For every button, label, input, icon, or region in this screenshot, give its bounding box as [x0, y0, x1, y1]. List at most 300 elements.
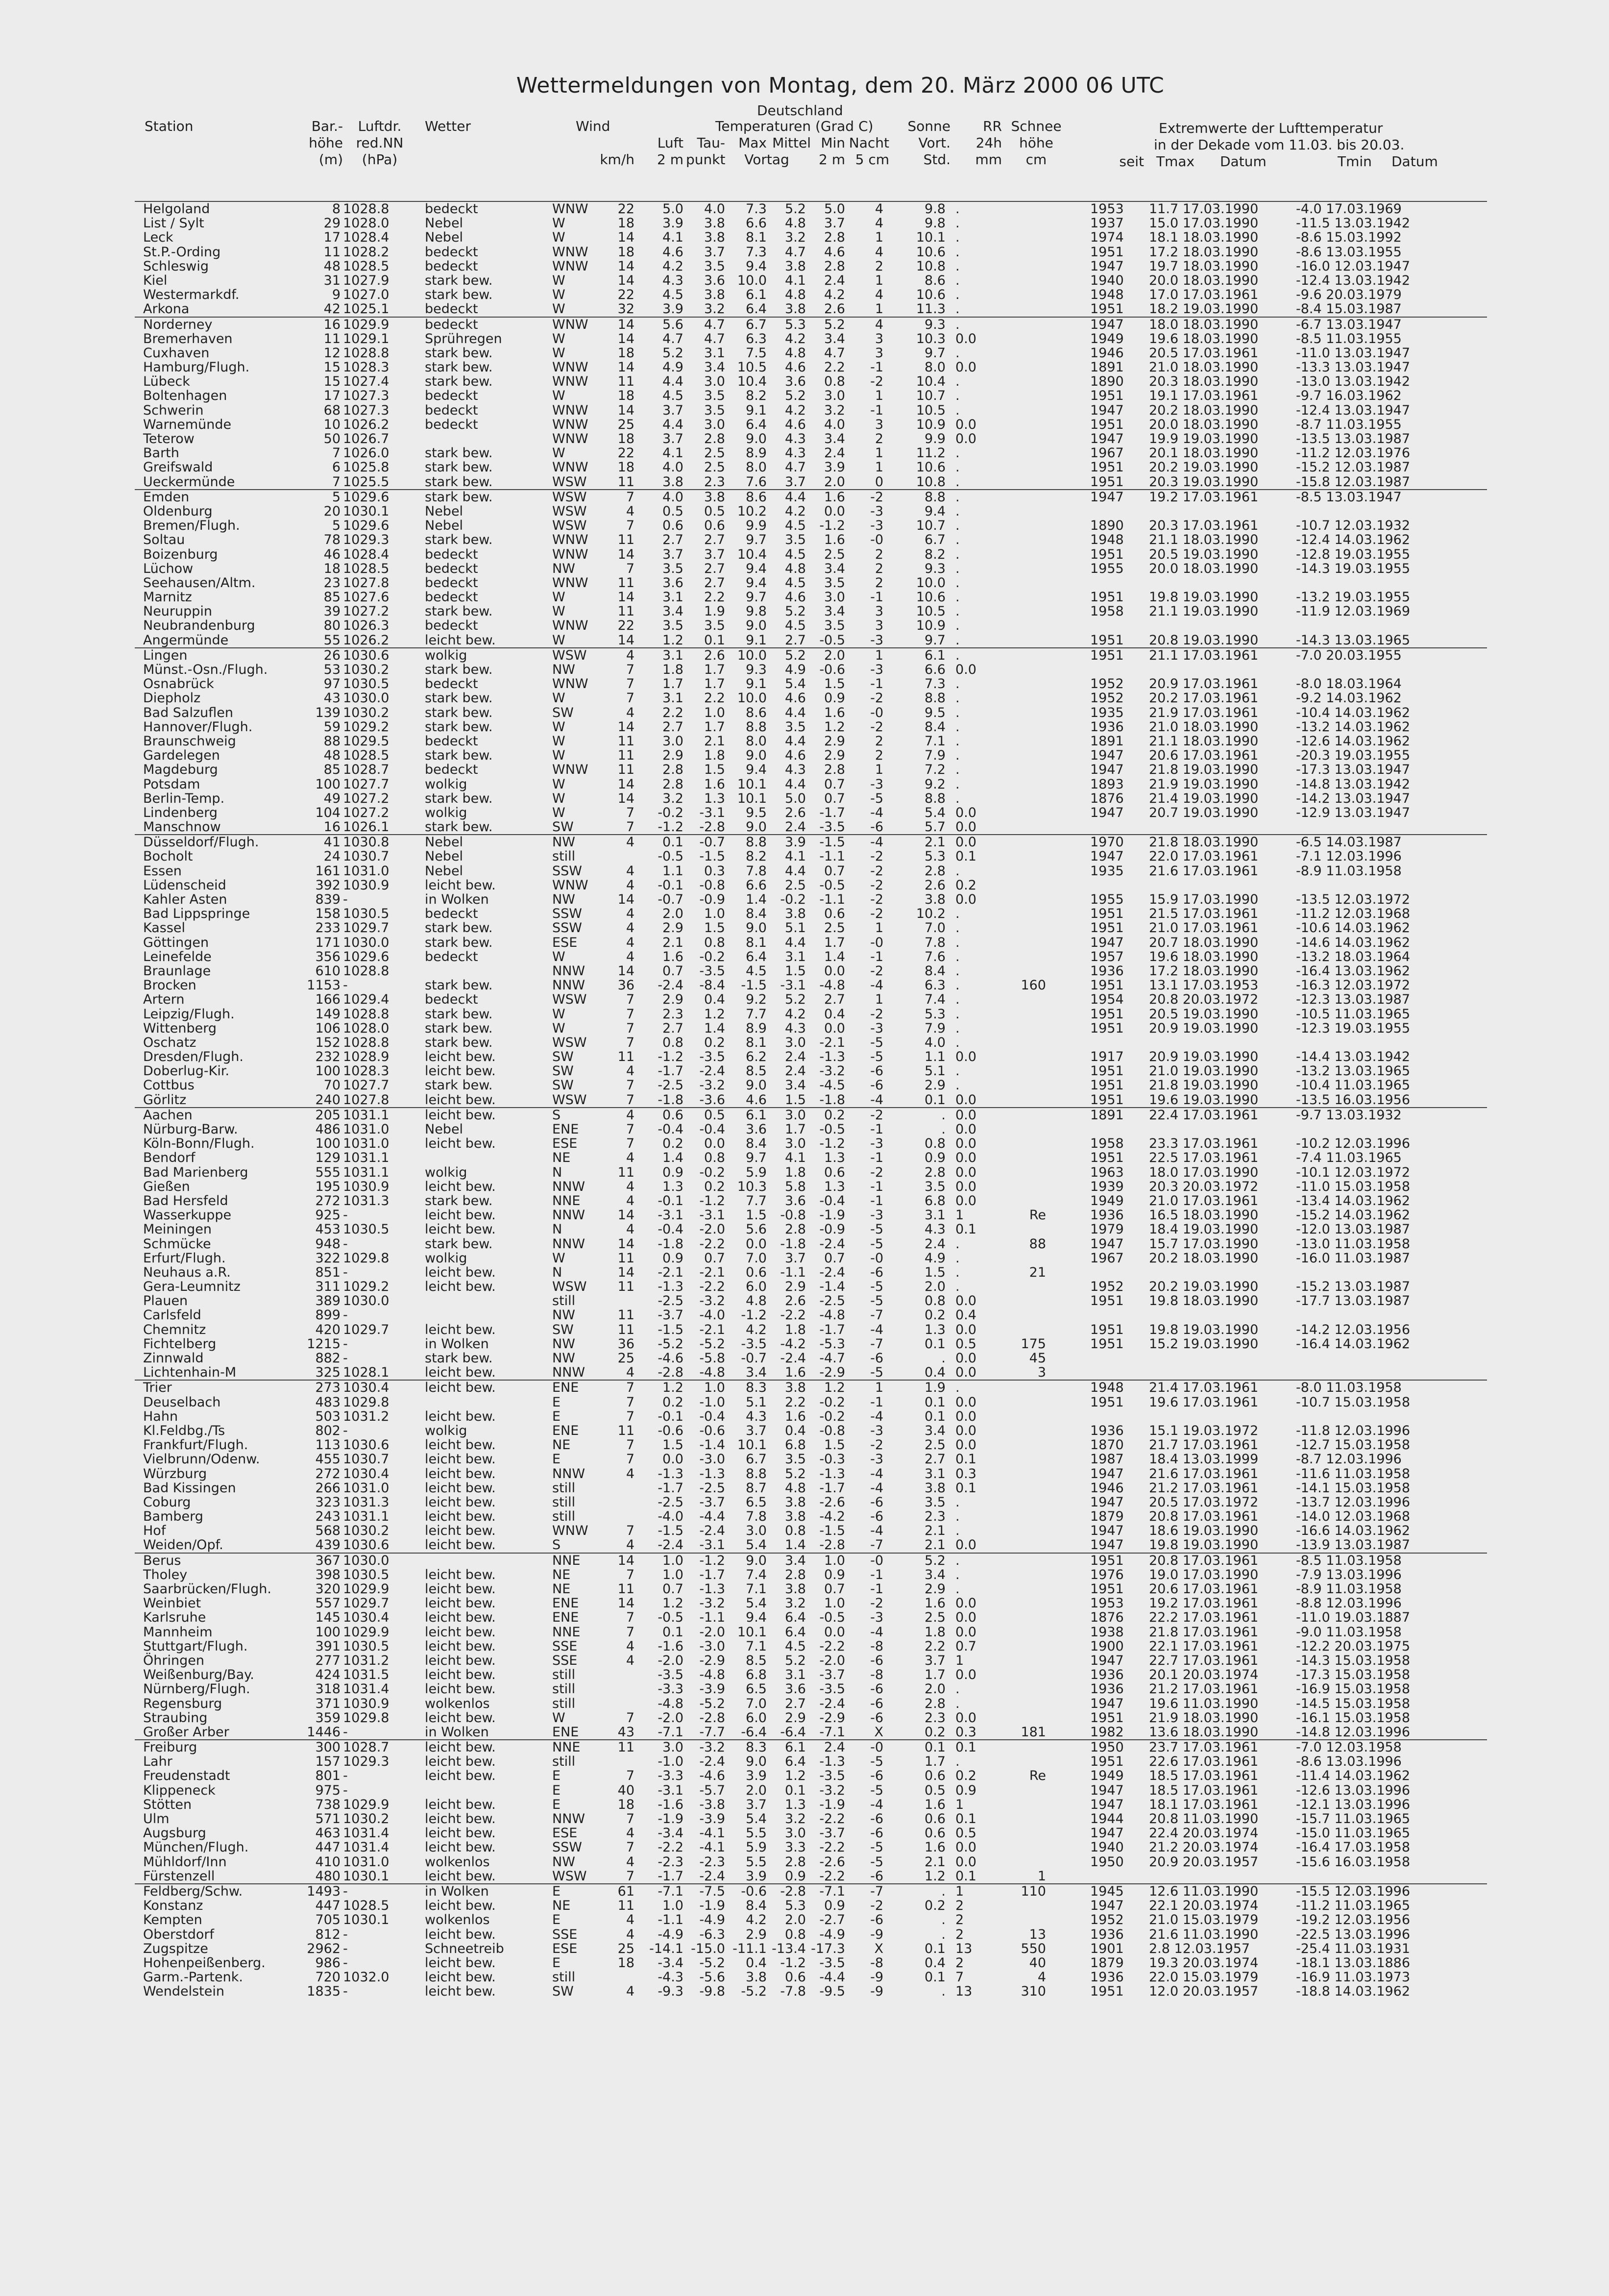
night-min-5cm: 1	[875, 1380, 883, 1396]
temp-mean: 4.4	[785, 705, 806, 720]
temp-mean: 0.9	[785, 1868, 806, 1884]
sunshine: 0.1	[925, 1336, 946, 1352]
sunshine: 1.6	[925, 1596, 946, 1611]
temp-max: 6.0	[746, 1710, 767, 1726]
sunshine: 9.9	[925, 431, 946, 446]
station-name: Doberlug-Kir.	[143, 1063, 230, 1079]
barometer-height: 15	[323, 360, 341, 375]
header-kmh: km/h	[600, 151, 634, 168]
wind-speed: 11	[617, 1898, 634, 1914]
sunshine: 0.1	[925, 1970, 946, 1985]
table-row	[135, 1899, 1487, 1913]
record-since: 1951	[1090, 920, 1124, 936]
weather: stark bew.	[425, 920, 493, 936]
record-since: 1951	[1090, 1020, 1124, 1036]
wind-speed: 11	[617, 1322, 634, 1337]
precipitation: 0.0	[955, 1624, 976, 1640]
temp-max: 8.1	[746, 935, 767, 950]
air-temp: 3.4	[662, 604, 683, 619]
record-tmax: 21.1 18.03.1990	[1149, 733, 1259, 749]
station-name: Ueckermünde	[143, 474, 235, 490]
snow-depth: Re	[1029, 1208, 1046, 1223]
dew-point: 3.4	[704, 360, 725, 375]
table-row	[135, 547, 1487, 562]
barometer-height: 266	[315, 1480, 341, 1496]
station-name: Emden	[143, 489, 190, 505]
air-temp: 3.7	[662, 402, 683, 418]
wind-direction: WNW	[552, 762, 588, 778]
wind-speed: 11	[617, 1581, 634, 1597]
record-tmin: -13.0 11.03.1958	[1296, 1236, 1411, 1252]
table-row	[135, 964, 1487, 978]
temp-min: 1.2	[824, 719, 845, 735]
wind-speed: 7	[626, 1710, 634, 1726]
precipitation: 0.0	[955, 417, 976, 432]
air-temp: 0.6	[662, 518, 683, 534]
weather: bedeckt	[425, 590, 478, 605]
table-row	[135, 288, 1487, 302]
table-row	[135, 1481, 1487, 1495]
wind-speed: 4	[626, 1063, 634, 1079]
sunshine: 1.6	[925, 1797, 946, 1812]
air-pressure: 1028.0	[343, 1020, 390, 1036]
night-min-5cm: -2	[870, 892, 883, 907]
station-name: Nürnberg/Flugh.	[143, 1681, 250, 1697]
station-name: Münst.-Osn./Flugh.	[143, 662, 268, 677]
night-min-5cm: 1	[875, 445, 883, 461]
sunshine: 3.8	[925, 892, 946, 907]
wind-direction: E	[552, 1955, 561, 1971]
table-row	[135, 1151, 1487, 1165]
night-min-5cm: -2	[870, 374, 883, 390]
temp-max: 10.0	[737, 272, 767, 288]
temp-mean: 4.2	[785, 331, 806, 346]
air-temp: 2.0	[662, 906, 683, 922]
record-tmin: -12.4 13.03.1947	[1296, 402, 1411, 418]
wind-direction: W	[552, 230, 565, 246]
barometer-height: 447	[315, 1898, 341, 1914]
weather: bedeckt	[425, 317, 478, 332]
sunshine: 7.6	[925, 949, 946, 964]
station-name: Bocholt	[143, 849, 193, 864]
temp-mean: 4.2	[785, 402, 806, 418]
header-luftdr-3: (hPa)	[362, 151, 398, 168]
temp-min: -1.4	[819, 1279, 845, 1295]
temp-min: -1.3	[819, 1466, 845, 1481]
temp-mean: 3.8	[785, 301, 806, 317]
air-temp: 3.7	[662, 546, 683, 562]
record-tmin: -11.2 12.03.1976	[1296, 445, 1411, 461]
barometer-height: 720	[315, 1970, 341, 1985]
precipitation: .	[955, 978, 960, 993]
temp-mean: 2.4	[785, 1063, 806, 1079]
record-tmin: -14.3 15.03.1958	[1296, 1653, 1411, 1668]
wind-direction: W	[552, 733, 565, 749]
barometer-height: 323	[315, 1494, 341, 1510]
table-row	[135, 1381, 1487, 1395]
sunshine: 1.7	[925, 1754, 946, 1770]
barometer-height: 233	[315, 920, 341, 936]
record-tmin: -8.0 18.03.1964	[1296, 676, 1402, 692]
sunshine: 2.5	[925, 1610, 946, 1626]
precipitation: 13	[955, 1941, 973, 1956]
wind-direction: SSW	[552, 863, 582, 879]
precipitation: .	[955, 1063, 960, 1079]
temp-mean: 2.6	[785, 805, 806, 820]
station-name: Diepholz	[143, 691, 201, 706]
dew-point: -2.8	[699, 819, 725, 835]
record-tmax: 20.3 20.03.1972	[1149, 1179, 1259, 1194]
station-name: Boizenburg	[143, 546, 218, 562]
precipitation: 0.0	[955, 1049, 976, 1065]
station-name: Ulm	[143, 1811, 170, 1827]
wind-speed: 25	[617, 1941, 634, 1956]
record-tmax: 21.2 17.03.1961	[1149, 1480, 1259, 1496]
temp-max: 9.4	[746, 762, 767, 778]
night-min-5cm: -3	[870, 1423, 883, 1438]
wind-speed: 14	[617, 546, 634, 562]
temp-min: 1.5	[824, 1437, 845, 1453]
temp-mean: 4.7	[785, 244, 806, 260]
temp-mean: 3.2	[785, 230, 806, 246]
precipitation: .	[955, 402, 960, 418]
barometer-height: 555	[315, 1164, 341, 1180]
wind-speed: 7	[626, 1523, 634, 1539]
dew-point: -5.6	[699, 1970, 725, 1985]
sunshine: 9.7	[925, 345, 946, 361]
dew-point: 3.2	[704, 301, 725, 317]
record-tmin: -25.4 11.03.1931	[1296, 1941, 1411, 1956]
night-min-5cm: -5	[870, 1854, 883, 1870]
precipitation: .	[955, 1567, 960, 1582]
record-tmax: 20.1 20.03.1974	[1149, 1667, 1259, 1683]
night-min-5cm: -2	[870, 963, 883, 979]
temp-max: 9.4	[746, 561, 767, 576]
weather: stark bew.	[425, 719, 493, 735]
wind-speed: 4	[626, 920, 634, 936]
air-temp: -3.7	[658, 1308, 683, 1323]
wind-direction: still	[552, 1754, 576, 1770]
wind-speed: 36	[617, 978, 634, 993]
wind-direction: W	[552, 632, 565, 648]
record-tmax: 21.5 17.03.1961	[1149, 906, 1259, 922]
sunshine: 1.5	[925, 1264, 946, 1280]
weather: wolkig	[425, 1423, 467, 1438]
temp-mean: 1.6	[785, 1365, 806, 1381]
dew-point: 4.7	[704, 317, 725, 332]
dew-point: -1.9	[699, 1898, 725, 1914]
temp-min: 0.0	[824, 963, 845, 979]
dew-point: -1.2	[699, 1553, 725, 1568]
record-tmin: -14.8 12.03.1996	[1296, 1724, 1411, 1740]
wind-speed: 7	[626, 805, 634, 820]
dew-point: -3.0	[699, 1638, 725, 1654]
table-row	[135, 562, 1487, 576]
wind-speed: 14	[617, 258, 634, 274]
wind-speed: 7	[626, 1035, 634, 1050]
dew-point: -3.6	[699, 1092, 725, 1108]
temp-mean: 5.3	[785, 1898, 806, 1914]
record-tmin: -11.0 15.03.1958	[1296, 1179, 1411, 1194]
air-pressure: 1030.2	[343, 662, 390, 677]
weather: Schneetreib	[425, 1941, 504, 1956]
table-row	[135, 1970, 1487, 1984]
table-row	[135, 604, 1487, 618]
record-since: 1890	[1090, 518, 1124, 534]
station-name: Neuhaus a.R.	[143, 1264, 231, 1280]
air-pressure: -	[343, 978, 348, 993]
air-temp: 3.5	[662, 561, 683, 576]
night-min-5cm: -6	[870, 1264, 883, 1280]
temp-mean: 6.1	[785, 1740, 806, 1755]
air-temp: -3.1	[658, 1208, 683, 1223]
header-nacht: Nacht	[849, 135, 889, 151]
table-row	[135, 1927, 1487, 1942]
temp-mean: 1.2	[785, 1768, 806, 1784]
dew-point: 4.7	[704, 331, 725, 346]
record-tmax: 18.4 13.03.1999	[1149, 1452, 1259, 1467]
weather: bedeckt	[425, 388, 478, 404]
precipitation: 0.1	[955, 1868, 976, 1884]
temp-min: -3.5	[819, 819, 845, 835]
air-pressure: 1027.7	[343, 776, 390, 792]
temp-max: 5.9	[746, 1840, 767, 1855]
temp-min: 2.0	[824, 474, 845, 490]
wind-speed: 4	[626, 1912, 634, 1928]
wind-direction: W	[552, 604, 565, 619]
temp-mean: 4.3	[785, 431, 806, 446]
night-min-5cm: -6	[870, 1912, 883, 1928]
table-row	[135, 346, 1487, 360]
table-row	[135, 936, 1487, 950]
barometer-height: 391	[315, 1638, 341, 1654]
record-tmax: 21.0 18.03.1990	[1149, 719, 1259, 735]
temp-mean: 5.2	[785, 604, 806, 619]
temp-max: 8.8	[746, 719, 767, 735]
wind-speed: 11	[617, 532, 634, 548]
weather: stark bew.	[425, 1078, 493, 1093]
temp-mean: 0.1	[785, 1782, 806, 1798]
station-name: Gießen	[143, 1179, 190, 1194]
precipitation: 2	[955, 1912, 964, 1928]
table-row	[135, 1984, 1487, 1999]
sunshine: 5.3	[925, 1006, 946, 1022]
air-pressure: 1029.8	[343, 1250, 390, 1266]
record-tmin: -8.5 11.03.1958	[1296, 1553, 1402, 1568]
record-tmin: -13.7 12.03.1996	[1296, 1494, 1411, 1510]
wind-direction: WSW	[552, 1868, 587, 1884]
precipitation: 0.0	[955, 1537, 976, 1553]
night-min-5cm: -1	[870, 1581, 883, 1597]
air-pressure: 1031.3	[343, 1193, 390, 1209]
night-min-5cm: -7	[870, 1336, 883, 1352]
record-since: 1936	[1090, 1926, 1124, 1942]
precipitation: 2	[955, 1955, 964, 1971]
barometer-height: 424	[315, 1667, 341, 1683]
temp-mean: -13.4	[772, 1941, 806, 1956]
record-tmax: 21.0 18.03.1990	[1149, 360, 1259, 375]
wind-direction: WNW	[552, 546, 588, 562]
record-tmax: 22.5 17.03.1961	[1149, 1150, 1259, 1166]
table-header	[135, 100, 1487, 201]
sunshine: 2.9	[925, 1581, 946, 1597]
dew-point: -15.0	[691, 1941, 725, 1956]
sunshine: 3.4	[925, 1423, 946, 1438]
night-min-5cm: -4	[870, 978, 883, 993]
record-tmin: -6.5 14.03.1987	[1296, 835, 1402, 850]
air-pressure: 1030.4	[343, 1610, 390, 1626]
wind-speed: 14	[617, 317, 634, 332]
temp-mean: 3.8	[785, 1494, 806, 1510]
record-since: 1947	[1090, 402, 1124, 418]
temp-max: 3.4	[746, 1365, 767, 1381]
temp-max: 5.1	[746, 1394, 767, 1410]
temp-max: 5.4	[746, 1537, 767, 1553]
night-min-5cm: -6	[870, 1710, 883, 1726]
table-row	[135, 259, 1487, 273]
air-pressure: 1030.0	[343, 1293, 390, 1309]
night-min-5cm: -3	[870, 662, 883, 677]
temp-mean: 4.8	[785, 287, 806, 303]
weather: leicht bew.	[425, 877, 496, 893]
record-tmin: -15.5 12.03.1996	[1296, 1883, 1411, 1899]
table-row	[135, 1294, 1487, 1308]
wind-direction: NE	[552, 1150, 571, 1166]
record-since: 1951	[1090, 417, 1124, 432]
temp-max: 7.7	[746, 1193, 767, 1209]
table-row	[135, 1913, 1487, 1927]
wind-speed: 4	[626, 1638, 634, 1654]
air-temp: -4.0	[658, 1509, 683, 1525]
temp-max: 0.0	[746, 1236, 767, 1252]
station-name: Warnemünde	[143, 417, 232, 432]
precipitation: .	[955, 1035, 960, 1050]
temp-mean: 3.7	[785, 474, 806, 490]
temp-mean: 4.4	[785, 489, 806, 505]
air-pressure: -	[343, 1724, 348, 1740]
sunshine: 0.8	[925, 1136, 946, 1152]
temp-max: 7.8	[746, 863, 767, 879]
night-min-5cm: 0	[875, 474, 883, 490]
precipitation: .	[955, 1696, 960, 1711]
station-name: Boltenhagen	[143, 388, 227, 404]
air-pressure: -	[343, 892, 348, 907]
record-since: 1963	[1090, 1164, 1124, 1180]
temp-mean: 6.8	[785, 1437, 806, 1453]
temp-max: 9.8	[746, 604, 767, 619]
air-pressure: 1026.0	[343, 445, 390, 461]
station-name: Freudenstadt	[143, 1768, 230, 1784]
weather: leicht bew.	[425, 1107, 496, 1123]
air-temp: -0.5	[658, 1610, 683, 1626]
temp-max: 7.1	[746, 1638, 767, 1654]
record-since: 1879	[1090, 1509, 1124, 1525]
weather: bedeckt	[425, 733, 478, 749]
precipitation: .	[955, 1581, 960, 1597]
barometer-height: 43	[323, 691, 341, 706]
wind-direction: E	[552, 1408, 561, 1424]
record-tmin: -10.1 12.03.1972	[1296, 1164, 1411, 1180]
air-temp: -7.1	[658, 1883, 683, 1899]
record-since: 1948	[1090, 532, 1124, 548]
temp-max: 9.0	[746, 1553, 767, 1568]
record-since: 1951	[1090, 1553, 1124, 1568]
night-min-5cm: 1	[875, 460, 883, 475]
precipitation: .	[955, 244, 960, 260]
wind-speed: 7	[626, 1136, 634, 1152]
wind-direction: W	[552, 1006, 565, 1022]
air-temp: 4.1	[662, 445, 683, 461]
barometer-height: 106	[315, 1020, 341, 1036]
snow-depth: 3	[1037, 1365, 1046, 1381]
precipitation: 0.0	[955, 819, 976, 835]
temp-max: 4.2	[746, 1322, 767, 1337]
temp-min: 1.3	[824, 1179, 845, 1194]
station-name: Oldenburg	[143, 503, 213, 519]
barometer-height: 463	[315, 1826, 341, 1841]
temp-mean: 3.8	[785, 1380, 806, 1396]
wind-speed: 7	[626, 662, 634, 677]
temp-max: 8.3	[746, 1740, 767, 1755]
record-tmax: 15.9 17.03.1990	[1149, 892, 1259, 907]
temp-mean: -2.2	[780, 1308, 806, 1323]
table-row	[135, 1337, 1487, 1351]
night-min-5cm: -6	[870, 1351, 883, 1366]
temp-min: 1.4	[824, 949, 845, 964]
record-tmin: -8.9 11.03.1958	[1296, 863, 1402, 879]
header-max: Max	[738, 135, 767, 151]
wind-direction: SSW	[552, 920, 582, 936]
precipitation: 0.0	[955, 662, 976, 677]
temp-min: -0.6	[819, 662, 845, 677]
temp-max: 10.5	[737, 360, 767, 375]
barometer-height: 20	[323, 503, 341, 519]
wind-direction: WSW	[552, 1092, 587, 1108]
wind-speed: 14	[617, 331, 634, 346]
precipitation: 7	[955, 1970, 964, 1985]
wind-speed: 14	[617, 892, 634, 907]
air-temp: 0.6	[662, 1107, 683, 1123]
table-row	[135, 1754, 1487, 1769]
precipitation: .	[955, 691, 960, 706]
dew-point: -7.5	[699, 1883, 725, 1899]
wind-direction: E	[552, 1912, 561, 1928]
temp-max: -6.4	[741, 1724, 767, 1740]
temp-max: 4.5	[746, 963, 767, 979]
station-name: Gera-Leumnitz	[143, 1279, 241, 1295]
sunshine: 9.4	[925, 503, 946, 519]
air-pressure: 1028.8	[343, 1006, 390, 1022]
record-tmin: -10.4 14.03.1962	[1296, 705, 1411, 720]
record-tmin: -8.7 11.03.1955	[1296, 417, 1402, 432]
sunshine: 2.2	[925, 1638, 946, 1654]
temp-mean: 1.8	[785, 1164, 806, 1180]
station-name: Greifswald	[143, 460, 213, 475]
record-tmax: 21.0 19.03.1990	[1149, 1063, 1259, 1079]
table-row	[135, 318, 1487, 332]
precipitation: 0.5	[955, 1336, 976, 1352]
station-name: Schmücke	[143, 1236, 211, 1252]
table-row	[135, 1509, 1487, 1524]
barometer-height: 41	[323, 835, 341, 850]
temp-max: 6.4	[746, 301, 767, 317]
wind-direction: NW	[552, 892, 575, 907]
temp-max: 8.0	[746, 460, 767, 475]
air-temp: 1.3	[662, 1179, 683, 1194]
wind-speed: 11	[617, 1740, 634, 1755]
air-pressure: 1028.7	[343, 1740, 390, 1755]
temp-min: 1.0	[824, 1553, 845, 1568]
